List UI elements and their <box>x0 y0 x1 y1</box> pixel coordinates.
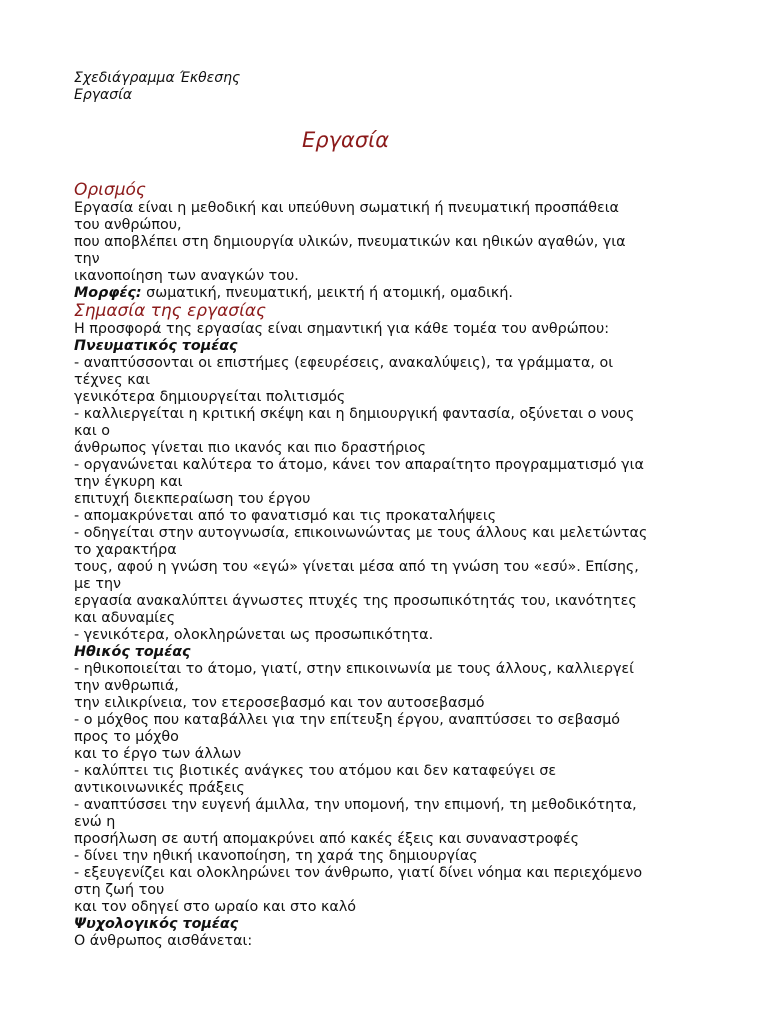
text-line: και το έργο των άλλων <box>74 746 242 762</box>
text-line: - καλύπτει τις βιοτικές ανάγκες του ατόμου και δεν καταφεύγει σε <box>74 763 557 779</box>
text-line: - αναπτύσσονται οι επιστήμες (εφευρέσεις, ανακαλύψεις), τα γράμματα, οι <box>74 355 614 371</box>
psych-text <box>74 933 704 950</box>
text-line: τους, αφού η γνώση του «εγώ» γίνεται μέσα από τη γνώση του «εσύ». Επίσης, <box>74 559 639 575</box>
forms-label: Μορφές: <box>74 285 142 301</box>
text-line: την ανθρωπιά, <box>74 678 179 694</box>
psych-heading: Ψυχολογικός τομέας <box>74 916 239 932</box>
text-line: - ηθικοποιείται το άτομο, γιατί, στην επικοινωνία με τους άλλους, καλλιεργεί <box>74 661 634 677</box>
text-line: - δίνει την ηθική ικανοποίηση, τη χαρά της δημιουργίας <box>74 848 478 864</box>
spiritual-heading: Πνευματικός τομέας <box>74 338 238 354</box>
text-line: Ο άνθρωπος αισθάνεται: <box>74 933 253 949</box>
text-line: του ανθρώπου, <box>74 217 182 233</box>
text-line: που αποβλέπει στη δημιουργία υλικών, πνευματικών και ηθικών αγαθών, για <box>74 234 626 250</box>
text-line: επιτυχή διεκπεραίωση του έργου <box>74 491 311 507</box>
text-line: - απομακρύνεται από το φανατισμό και τις προκαταλήψεις <box>74 508 497 524</box>
text-line: την έγκυρη και <box>74 474 183 490</box>
text-line: και ο <box>74 423 110 439</box>
text-line: - ο μόχθος που καταβάλλει για την επίτευξη έργου, αναπτύσσει το σεβασμό <box>74 712 621 728</box>
text-line: τέχνες και <box>74 372 150 388</box>
forms-line <box>74 285 704 302</box>
text-line: την <box>74 251 100 267</box>
text-line: ικανοποίηση των αναγκών του. <box>74 268 299 284</box>
text-line: - εξευγενίζει και ολοκληρώνει τον άνθρωπο, γιατί δίνει νόημα και περιεχόμενο <box>74 865 643 881</box>
text-line: γενικότερα δημιουργείται πολιτισμός <box>74 389 346 405</box>
text-line: την ειλικρίνεια, τον ετεροσεβασμό και τον αυτοσεβασμό <box>74 695 485 711</box>
text-line: και τον οδηγεί στο ωραίο και στο καλό <box>74 899 357 915</box>
text-line: - οργανώνεται καλύτερα το άτομο, κάνει τον απαραίτητο προγραμματισμό για <box>74 457 644 473</box>
text-line: και αδυναμίες <box>74 610 176 626</box>
importance-intro: Η προσφορά της εργασίας είναι σημαντική για κάθε τομέα του ανθρώπου: <box>74 321 610 337</box>
text-line: αντικοινωνικές πράξεις <box>74 780 245 796</box>
header-line-1: Σχεδιάγραμμα Έκθεσης <box>74 70 241 86</box>
importance-heading: Σημασία της εργασίας <box>74 301 267 321</box>
forms-text: σωματική, πνευματική, μεικτή ή ατομική, ομαδική. <box>141 285 513 301</box>
definition-heading: Ορισμός <box>74 180 146 200</box>
text-line: το χαρακτήρα <box>74 542 177 558</box>
header-line-2: Εργασία <box>74 87 133 103</box>
text-line: με την <box>74 576 122 592</box>
text-line: - γενικότερα, ολοκληρώνεται ως προσωπικότητα. <box>74 627 434 643</box>
document-body <box>74 181 704 950</box>
doc-header <box>74 70 240 104</box>
text-line: - καλλιεργείται η κριτική σκέψη και η δημιουργική φαντασία, οξύνεται ο νους <box>74 406 635 422</box>
text-line: εργασία ανακαλύπτει άγνωστες πτυχές της προσωπικότητάς του, ικανότητες <box>74 593 637 609</box>
page-title: Εργασία <box>302 128 390 152</box>
spiritual-text <box>74 355 704 644</box>
text-line: Εργασία είναι η μεθοδική και υπεύθυνη σωματική ή πνευματική προσπάθεια <box>74 200 619 216</box>
text-line: - αναπτύσσει την ευγενή άμιλλα, την υπομονή, την επιμονή, τη μεθοδικότητα, <box>74 797 637 813</box>
text-line: - οδηγείται στην αυτογνωσία, επικοινωνώντας με τους άλλους και μελετώντας <box>74 525 648 541</box>
text-line: προς το μόχθο <box>74 729 179 745</box>
text-line: άνθρωπος γίνεται πιο ικανός και πιο δραστήριος <box>74 440 427 456</box>
text-line: ενώ η <box>74 814 116 830</box>
ethical-text <box>74 661 704 916</box>
ethical-heading: Ηθικός τομέας <box>74 644 191 660</box>
text-line: στη ζωή του <box>74 882 165 898</box>
definition-text <box>74 200 704 285</box>
text-line: προσήλωση σε αυτή απομακρύνει από κακές έξεις και συναναστροφές <box>74 831 579 847</box>
